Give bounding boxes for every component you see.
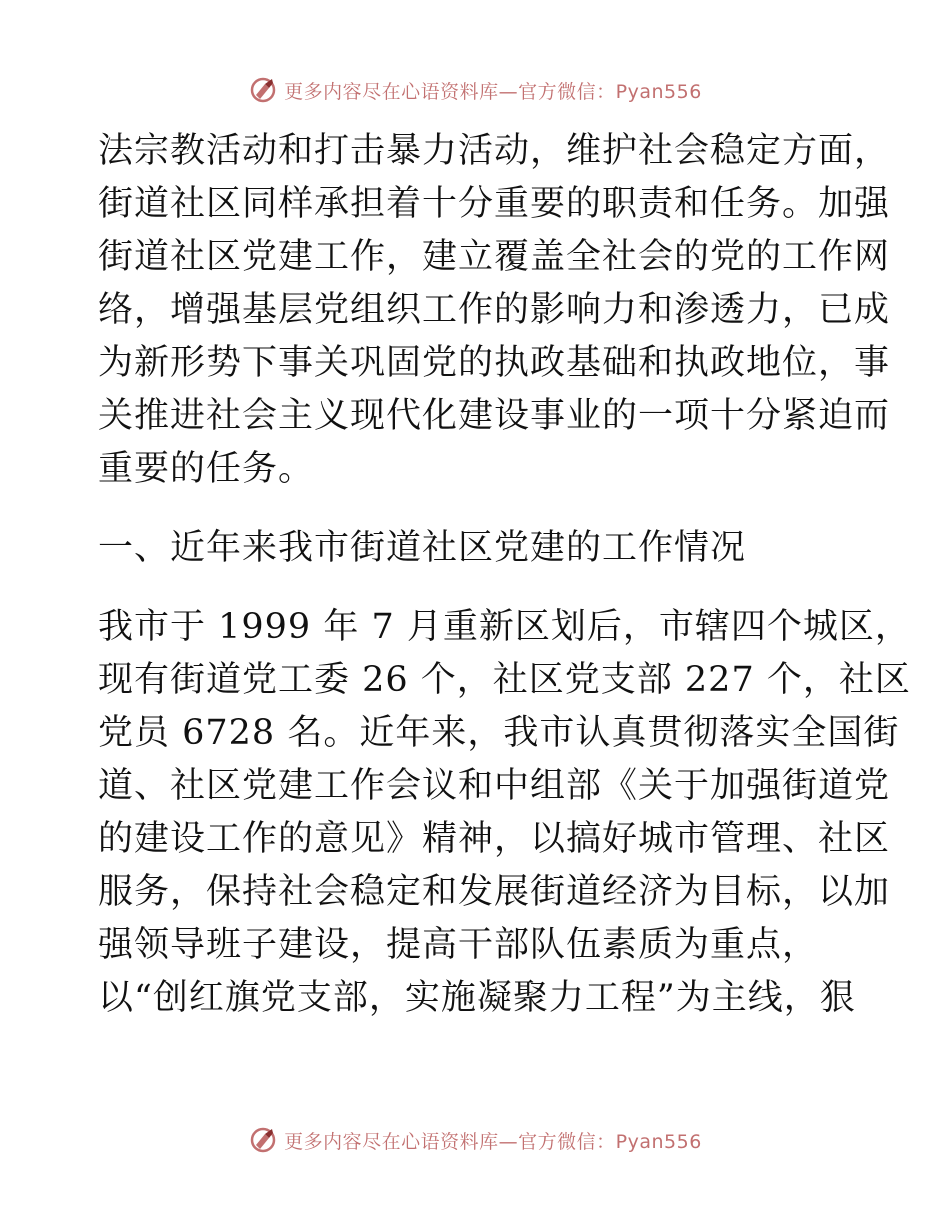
text-line: 党员 6728 名。近年来，我市认真贯彻落实全国街 xyxy=(98,713,900,753)
text-line: 街道社区同样承担着十分重要的职责和任务。加强 xyxy=(98,184,891,224)
paragraph-1 xyxy=(98,125,891,496)
text-line: 为新形势下事关巩固党的执政基础和执政地位，事 xyxy=(98,343,891,383)
text-line: 重要的任务。 xyxy=(98,449,315,489)
section-heading xyxy=(98,522,858,575)
text-line: 街道社区党建工作，建立覆盖全社会的党的工作网 xyxy=(98,237,891,277)
text-line: 法宗教活动和打击暴力活动，维护社会稳定方面， xyxy=(98,131,891,171)
watermark-header xyxy=(0,70,950,110)
watermark-text: 更多内容尽在心语资料库—官方微信：Pyan556 xyxy=(284,1130,702,1153)
text-line: 道、社区党建工作会议和中组部《关于加强街道党 xyxy=(98,766,891,806)
watermark-footer xyxy=(0,1120,950,1160)
text-line: 我市于 1999 年 7 月重新区划后，市辖四个城区， xyxy=(98,607,911,647)
text-line: 以“创红旗党支部，实施凝聚力工程”为主线，狠 xyxy=(98,978,856,1018)
text-line: 关推进社会主义现代化建设事业的一项十分紧迫而 xyxy=(98,396,891,436)
logo-icon xyxy=(248,1125,278,1155)
paragraph-2 xyxy=(98,601,911,1025)
text-line: 服务，保持社会稳定和发展街道经济为目标，以加 xyxy=(98,872,891,912)
watermark-text: 更多内容尽在心语资料库—官方微信：Pyan556 xyxy=(284,80,702,103)
logo-icon xyxy=(248,75,278,105)
text-line: 的建设工作的意见》精神，以搞好城市管理、社区 xyxy=(98,819,891,859)
text-line: 强领导班子建设，提高干部队伍素质为重点， xyxy=(98,925,819,965)
document-body xyxy=(98,125,911,1025)
heading-line: 一、近年来我市街道社区党建的工作情况 xyxy=(98,528,747,568)
text-line: 现有街道党工委 26 个，社区党支部 227 个，社区 xyxy=(98,660,911,700)
text-line: 络，增强基层党组织工作的影响力和渗透力，已成 xyxy=(98,290,891,330)
